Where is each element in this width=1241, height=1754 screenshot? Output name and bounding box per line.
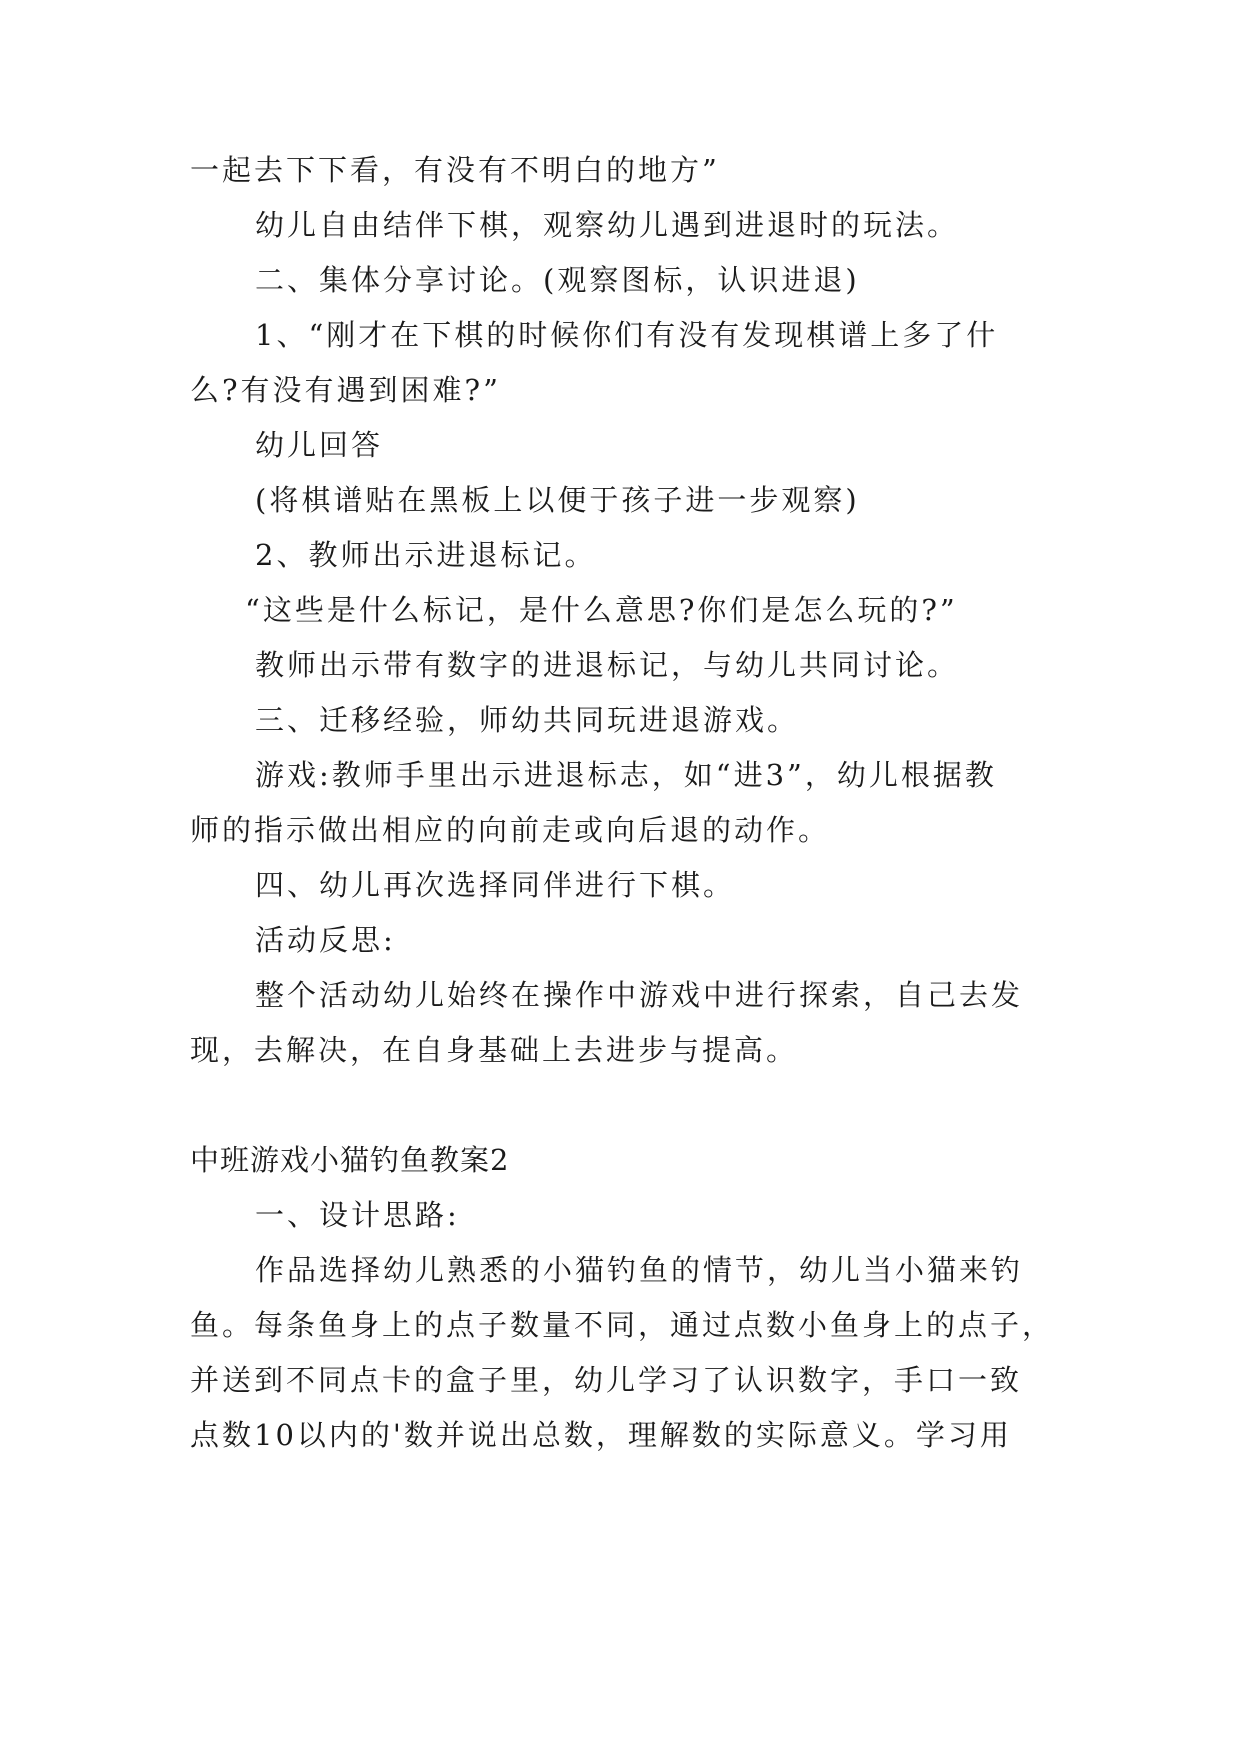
section-heading: 四、幼儿再次选择同伴进行下棋。: [255, 868, 736, 902]
paragraph-line: 教师出示带有数字的进退标记，与幼儿共同讨论。: [255, 648, 960, 682]
paragraph-line: “这些是什么标记，是什么意思?你们是怎么玩的?”: [245, 593, 958, 627]
paragraph-line: 幼儿自由结伴下棋，观察幼儿遇到进退时的玩法。: [255, 208, 960, 242]
paragraph-line: 点数10以内的'数并说出总数，理解数的实际意义。学习用: [190, 1418, 1012, 1452]
paragraph-line: 1、“刚才在下棋的时候你们有没有发现棋谱上多了什: [255, 318, 999, 352]
document-title: 中班游戏小猫钓鱼教案2: [190, 1143, 510, 1177]
paragraph-line: 游戏:教师手里出示进退标志，如“进3”，幼儿根据教: [255, 758, 997, 792]
paragraph-line: 幼儿回答: [255, 428, 384, 462]
paragraph-line: 整个活动幼儿始终在操作中游戏中进行探索，自己去发: [255, 978, 1024, 1012]
section-heading: 二、集体分享讨论。(观察图标，认识进退): [255, 263, 860, 297]
paragraph-line: 么?有没有遇到困难?”: [190, 373, 501, 407]
section-heading: 三、迁移经验，师幼共同玩进退游戏。: [255, 703, 800, 737]
paragraph-line: 并送到不同点卡的盒子里，幼儿学习了认识数字，手口一致: [190, 1363, 1023, 1397]
paragraph-line: 师的指示做出相应的向前走或向后退的动作。: [190, 813, 831, 847]
paragraph-line: 一起去下下看，有没有不明白的地方”: [190, 153, 720, 187]
paragraph-line: (将棋谱贴在黑板上以便于孩子进一步观察): [255, 483, 860, 517]
paragraph-line: 2、教师出示进退标记。: [255, 538, 597, 572]
section-heading: 活动反思:: [255, 923, 396, 957]
paragraph-line: 作品选择幼儿熟悉的小猫钓鱼的情节，幼儿当小猫来钓: [255, 1253, 1024, 1287]
paragraph-line: 鱼。每条鱼身上的点子数量不同，通过点数小鱼身上的点子，: [190, 1308, 1055, 1342]
section-heading: 一、设计思路:: [255, 1198, 460, 1232]
paragraph-line: 现，去解决，在自身基础上去进步与提高。: [190, 1033, 799, 1067]
